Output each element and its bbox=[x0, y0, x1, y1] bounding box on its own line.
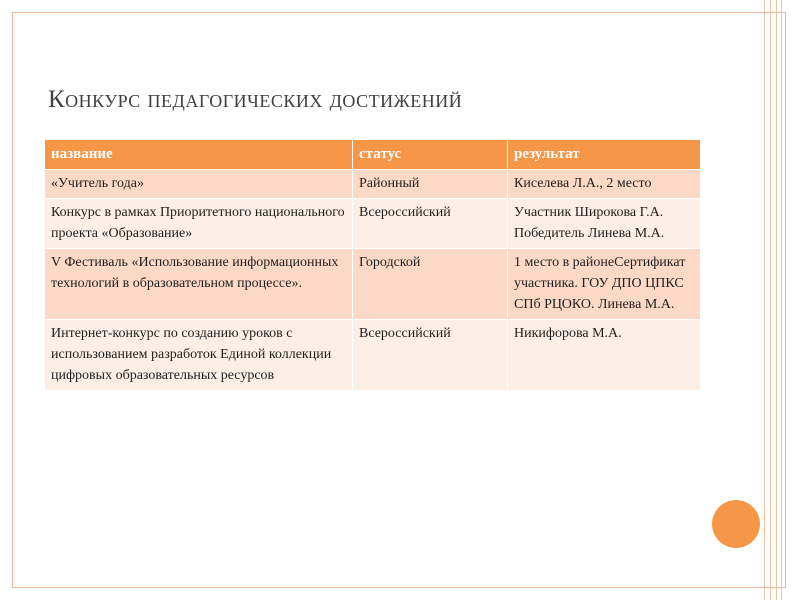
table-row bbox=[45, 320, 700, 391]
cell-name: «Учитель года» bbox=[45, 170, 353, 199]
cell-status: Городской bbox=[353, 249, 508, 320]
table-row bbox=[45, 249, 700, 320]
cell-status: Всероссийский bbox=[353, 320, 508, 391]
decor-line-3 bbox=[776, 0, 777, 600]
cell-status: Всероссийский bbox=[353, 199, 508, 249]
cell-name: Конкурс в рамках Приоритетного национального проекта «Образование» bbox=[45, 199, 353, 249]
cell-result: Участник Широкова Г.А. Победитель Линева М.А. bbox=[508, 199, 701, 249]
page-title: Конкурс педагогических достижений bbox=[48, 86, 463, 113]
header-name: название bbox=[45, 140, 353, 170]
header-status: статус bbox=[353, 140, 508, 170]
cell-name: V Фестиваль «Использование информационных технологий в образовательном процессе». bbox=[45, 249, 353, 320]
cell-status: Районный bbox=[353, 170, 508, 199]
table-row bbox=[45, 170, 700, 199]
header-result: результат bbox=[508, 140, 701, 170]
cell-result: 1 место в районеСертификат участника. ГОУ ДПО ЦПКС СПб РЦОКО. Линева М.А. bbox=[508, 249, 701, 320]
contest-table bbox=[45, 140, 700, 390]
cell-result: Никифорова М.А. bbox=[508, 320, 701, 391]
decor-line-2 bbox=[770, 0, 771, 600]
cell-name: Интернет-конкурс по созданию уроков с использованием разработок Единой коллекции цифровых образовательных ресурсов bbox=[45, 320, 353, 391]
table-row bbox=[45, 199, 700, 249]
table-header-row bbox=[45, 140, 700, 170]
decor-line-1 bbox=[764, 0, 765, 600]
decorative-circle-icon bbox=[712, 500, 760, 548]
cell-result: Киселева Л.А., 2 место bbox=[508, 170, 701, 199]
decor-line-4 bbox=[781, 0, 782, 600]
